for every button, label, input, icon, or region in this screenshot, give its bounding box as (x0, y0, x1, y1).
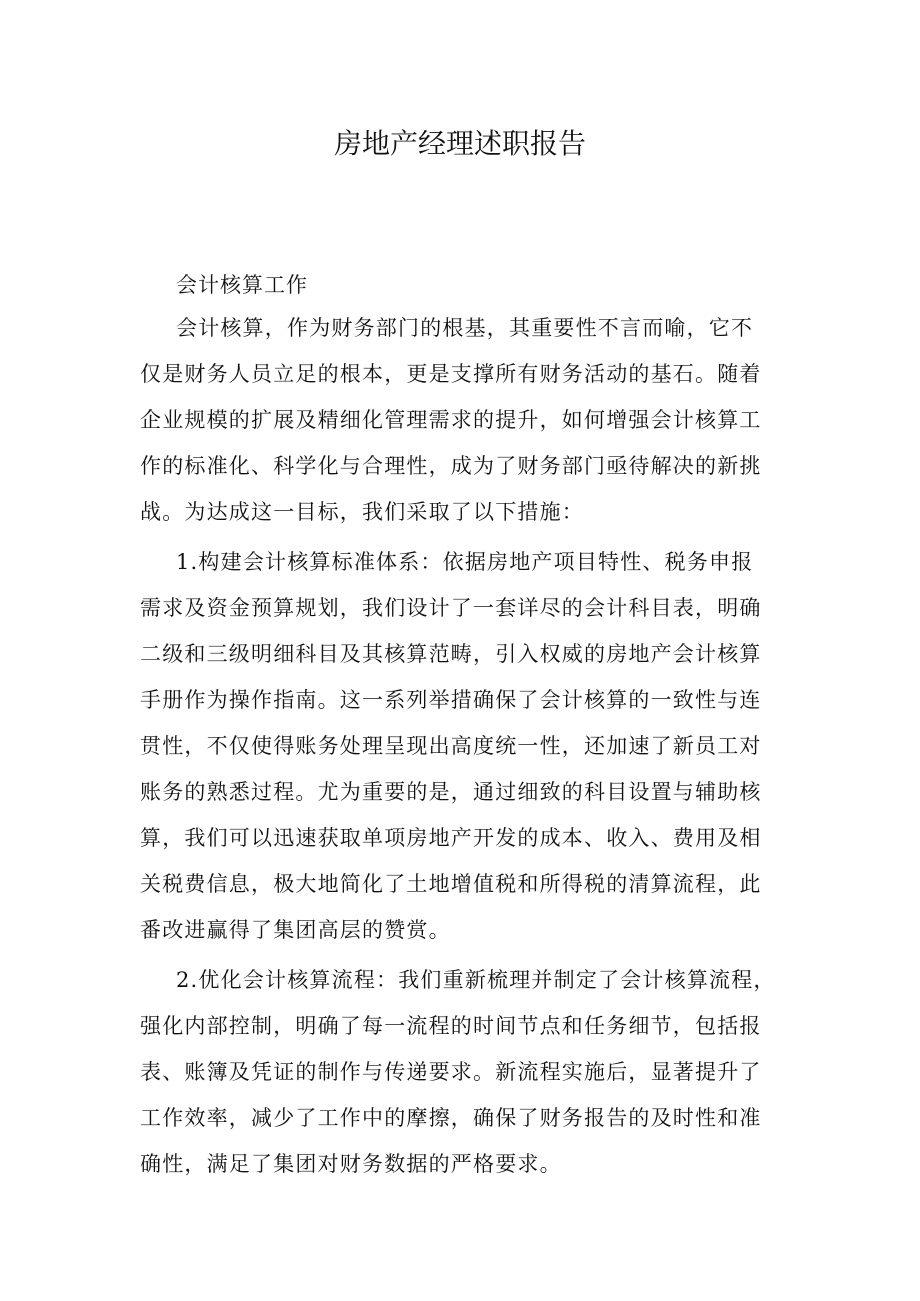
paragraph-line: 表、账簿及凭证的制作与传递要求。新流程实施后，显著提升了 (140, 1060, 762, 1084)
paragraph-line: 番改进赢得了集团高层的赞赏。 (140, 918, 451, 942)
paragraph-line: 账务的熟悉过程。尤为重要的是，通过细致的科目设置与辅助核 (140, 780, 762, 804)
paragraph-line: 算，我们可以迅速获取单项房地产开发的成本、收入、费用及相 (140, 826, 762, 850)
paragraph-line: 贯性，不仅使得账务处理呈现出高度统一性，还加速了新员工对 (140, 734, 762, 758)
paragraph-line: 关税费信息，极大地简化了土地增值税和所得税的清算流程，此 (140, 872, 762, 896)
paragraph-line: 确性，满足了集团对财务数据的严格要求。 (140, 1152, 562, 1176)
document-title: 房地产经理述职报告 (333, 127, 586, 160)
paragraph-line: 强化内部控制，明确了每一流程的时间节点和任务细节，包括报 (140, 1014, 762, 1038)
document-body (140, 265, 790, 1191)
section-heading: 会计核算工作 (176, 273, 308, 297)
paragraph-line: 战。为达成这一目标，我们采取了以下措施： (140, 500, 584, 524)
paragraph-line: 仅是财务人员立足的根本，更是支撑所有财务活动的基石。随着 (140, 362, 762, 386)
paragraph-line: 手册作为操作指南。这一系列举措确保了会计核算的一致性与连 (140, 688, 762, 712)
paragraph-line: 需求及资金预算规划，我们设计了一套详尽的会计科目表，明确 (140, 596, 762, 620)
paragraph-line: 2.优化会计核算流程：我们重新梳理并制定了会计核算流程， (176, 968, 776, 992)
paragraph-line: 二级和三级明细科目及其核算范畴，引入权威的房地产会计核算 (140, 642, 762, 666)
paragraph-line: 工作效率，减少了工作中的摩擦，确保了财务报告的及时性和准 (140, 1106, 762, 1130)
paragraph-intro (140, 305, 790, 535)
paragraph-line: 作的标准化、科学化与合理性，成为了财务部门亟待解决的新挑 (140, 454, 762, 478)
paragraph-line: 企业规模的扩展及精细化管理需求的提升，如何增强会计核算工 (140, 408, 762, 432)
paragraph-measure-1 (140, 539, 790, 953)
paragraph-line: 1.构建会计核算标准体系：依据房地产项目特性、税务申报 (176, 550, 754, 574)
paragraph-measure-2 (140, 957, 790, 1187)
paragraph-line: 会计核算，作为财务部门的根基，其重要性不言而喻，它不 (176, 316, 754, 340)
